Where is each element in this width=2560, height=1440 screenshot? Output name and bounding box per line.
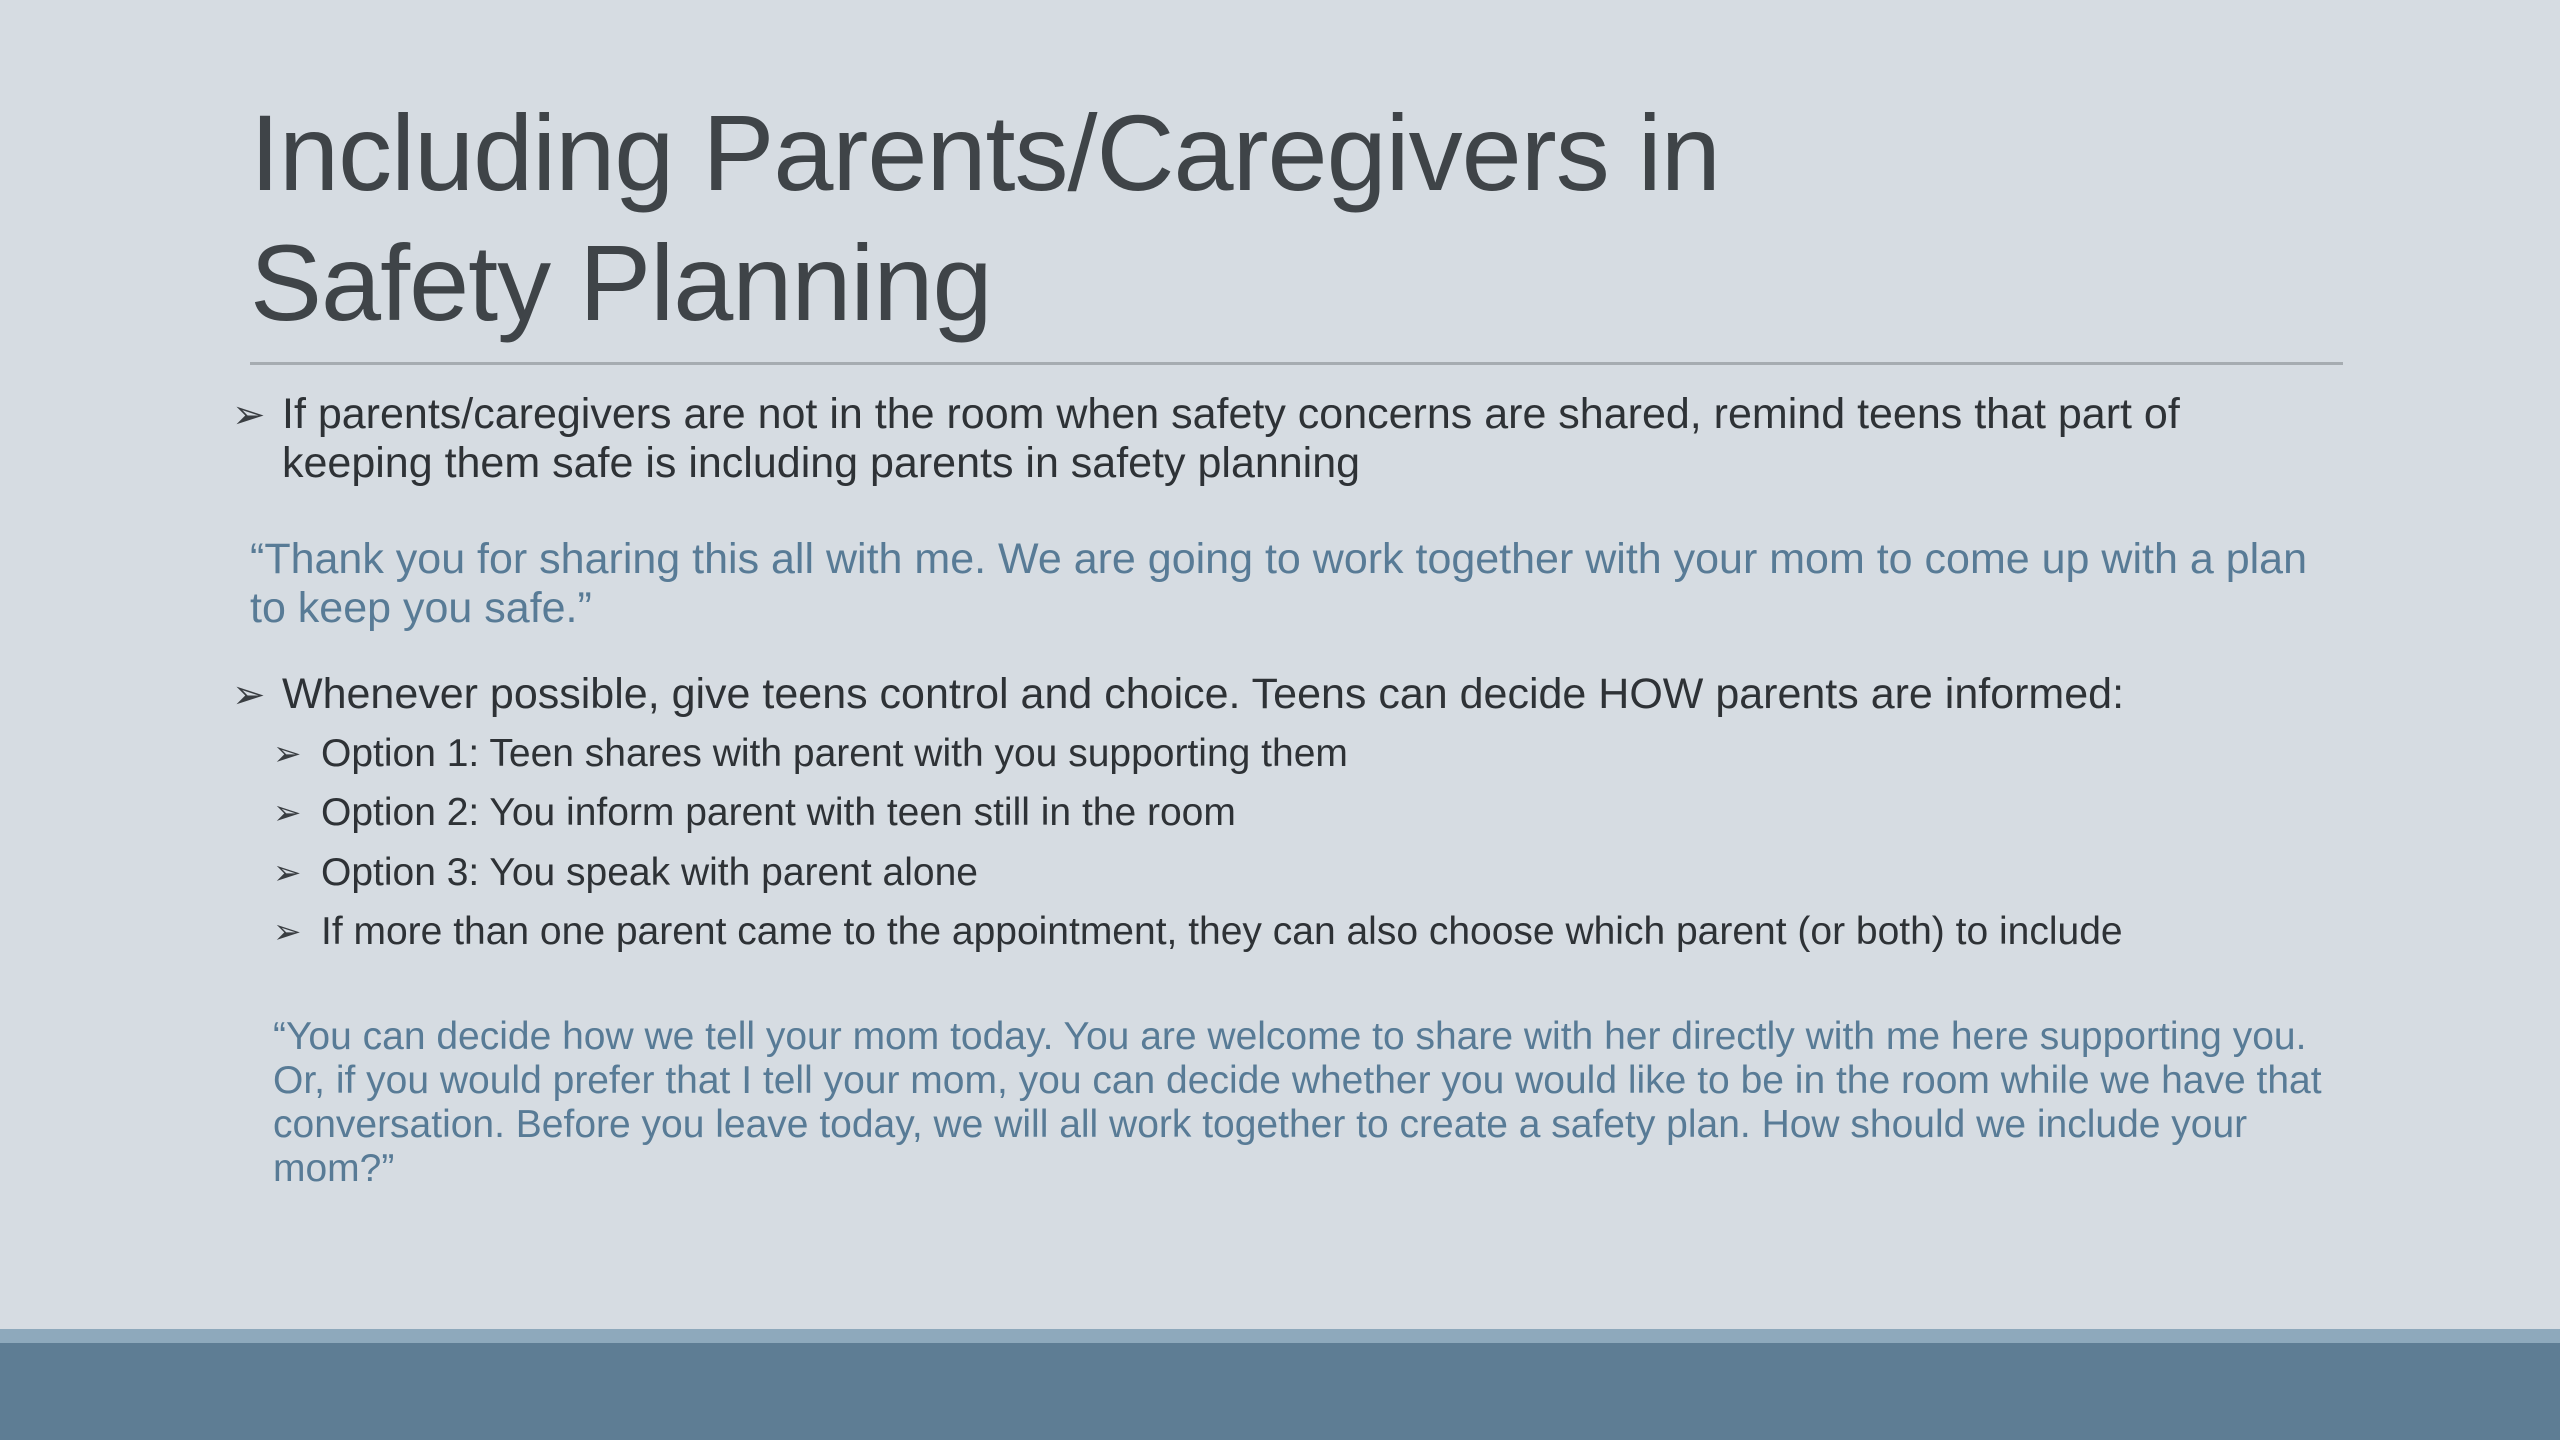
sub-bullet-text: Option 3: You speak with parent alone (321, 851, 978, 894)
arrow-bullet-icon: ➢ (273, 794, 302, 832)
footer-band (0, 1343, 2560, 1440)
bullet-1-text: If parents/caregivers are not in the room when safety concerns are shared, remind teens that part of keeping them safe is including parents in safety planning (282, 390, 2180, 487)
sub-bullet-option-3 (273, 850, 2353, 896)
quote-1: “Thank you for sharing this all with me. We are going to work together with your mom to come up with a plan to keep you safe.” (250, 535, 2307, 632)
title-line-1: Including Parents/Caregivers in (250, 92, 1720, 213)
sub-bullet-text: Option 2: You inform parent with teen still in the room (321, 791, 1236, 834)
title-line-2: Safety Planning (250, 222, 992, 343)
sub-bullet-text: Option 1: Teen shares with parent with you supporting them (321, 732, 1348, 775)
arrow-bullet-icon: ➢ (232, 393, 266, 437)
bullet-1 (232, 390, 2312, 488)
arrow-bullet-icon: ➢ (273, 735, 302, 773)
sub-bullet-multiple-parents (273, 909, 2353, 955)
footer-accent-stripe (0, 1329, 2560, 1343)
sub-bullet-text: If more than one parent came to the appointment, they can also choose which parent (or both) to include (321, 910, 2123, 953)
sub-bullet-option-2 (273, 790, 2353, 836)
arrow-bullet-icon: ➢ (273, 854, 302, 892)
title-divider (250, 362, 2343, 365)
arrow-bullet-icon: ➢ (273, 913, 302, 951)
sub-bullet-option-1 (273, 731, 2353, 777)
quote-2: “You can decide how we tell your mom today. You are welcome to share with her directly with me here supporting you. Or, if you would prefer that I tell your mom, you can decide whether you would like to be in the room while we have that conversation. Before you leave today, we will all work together to create a safety plan. How should we include your mom?” (273, 1015, 2322, 1190)
bullet-2 (232, 670, 2312, 720)
arrow-bullet-icon: ➢ (232, 673, 266, 717)
slide-title (250, 88, 2300, 348)
bullet-2-text: Whenever possible, give teens control and choice. Teens can decide HOW parents are informed: (282, 670, 2125, 718)
